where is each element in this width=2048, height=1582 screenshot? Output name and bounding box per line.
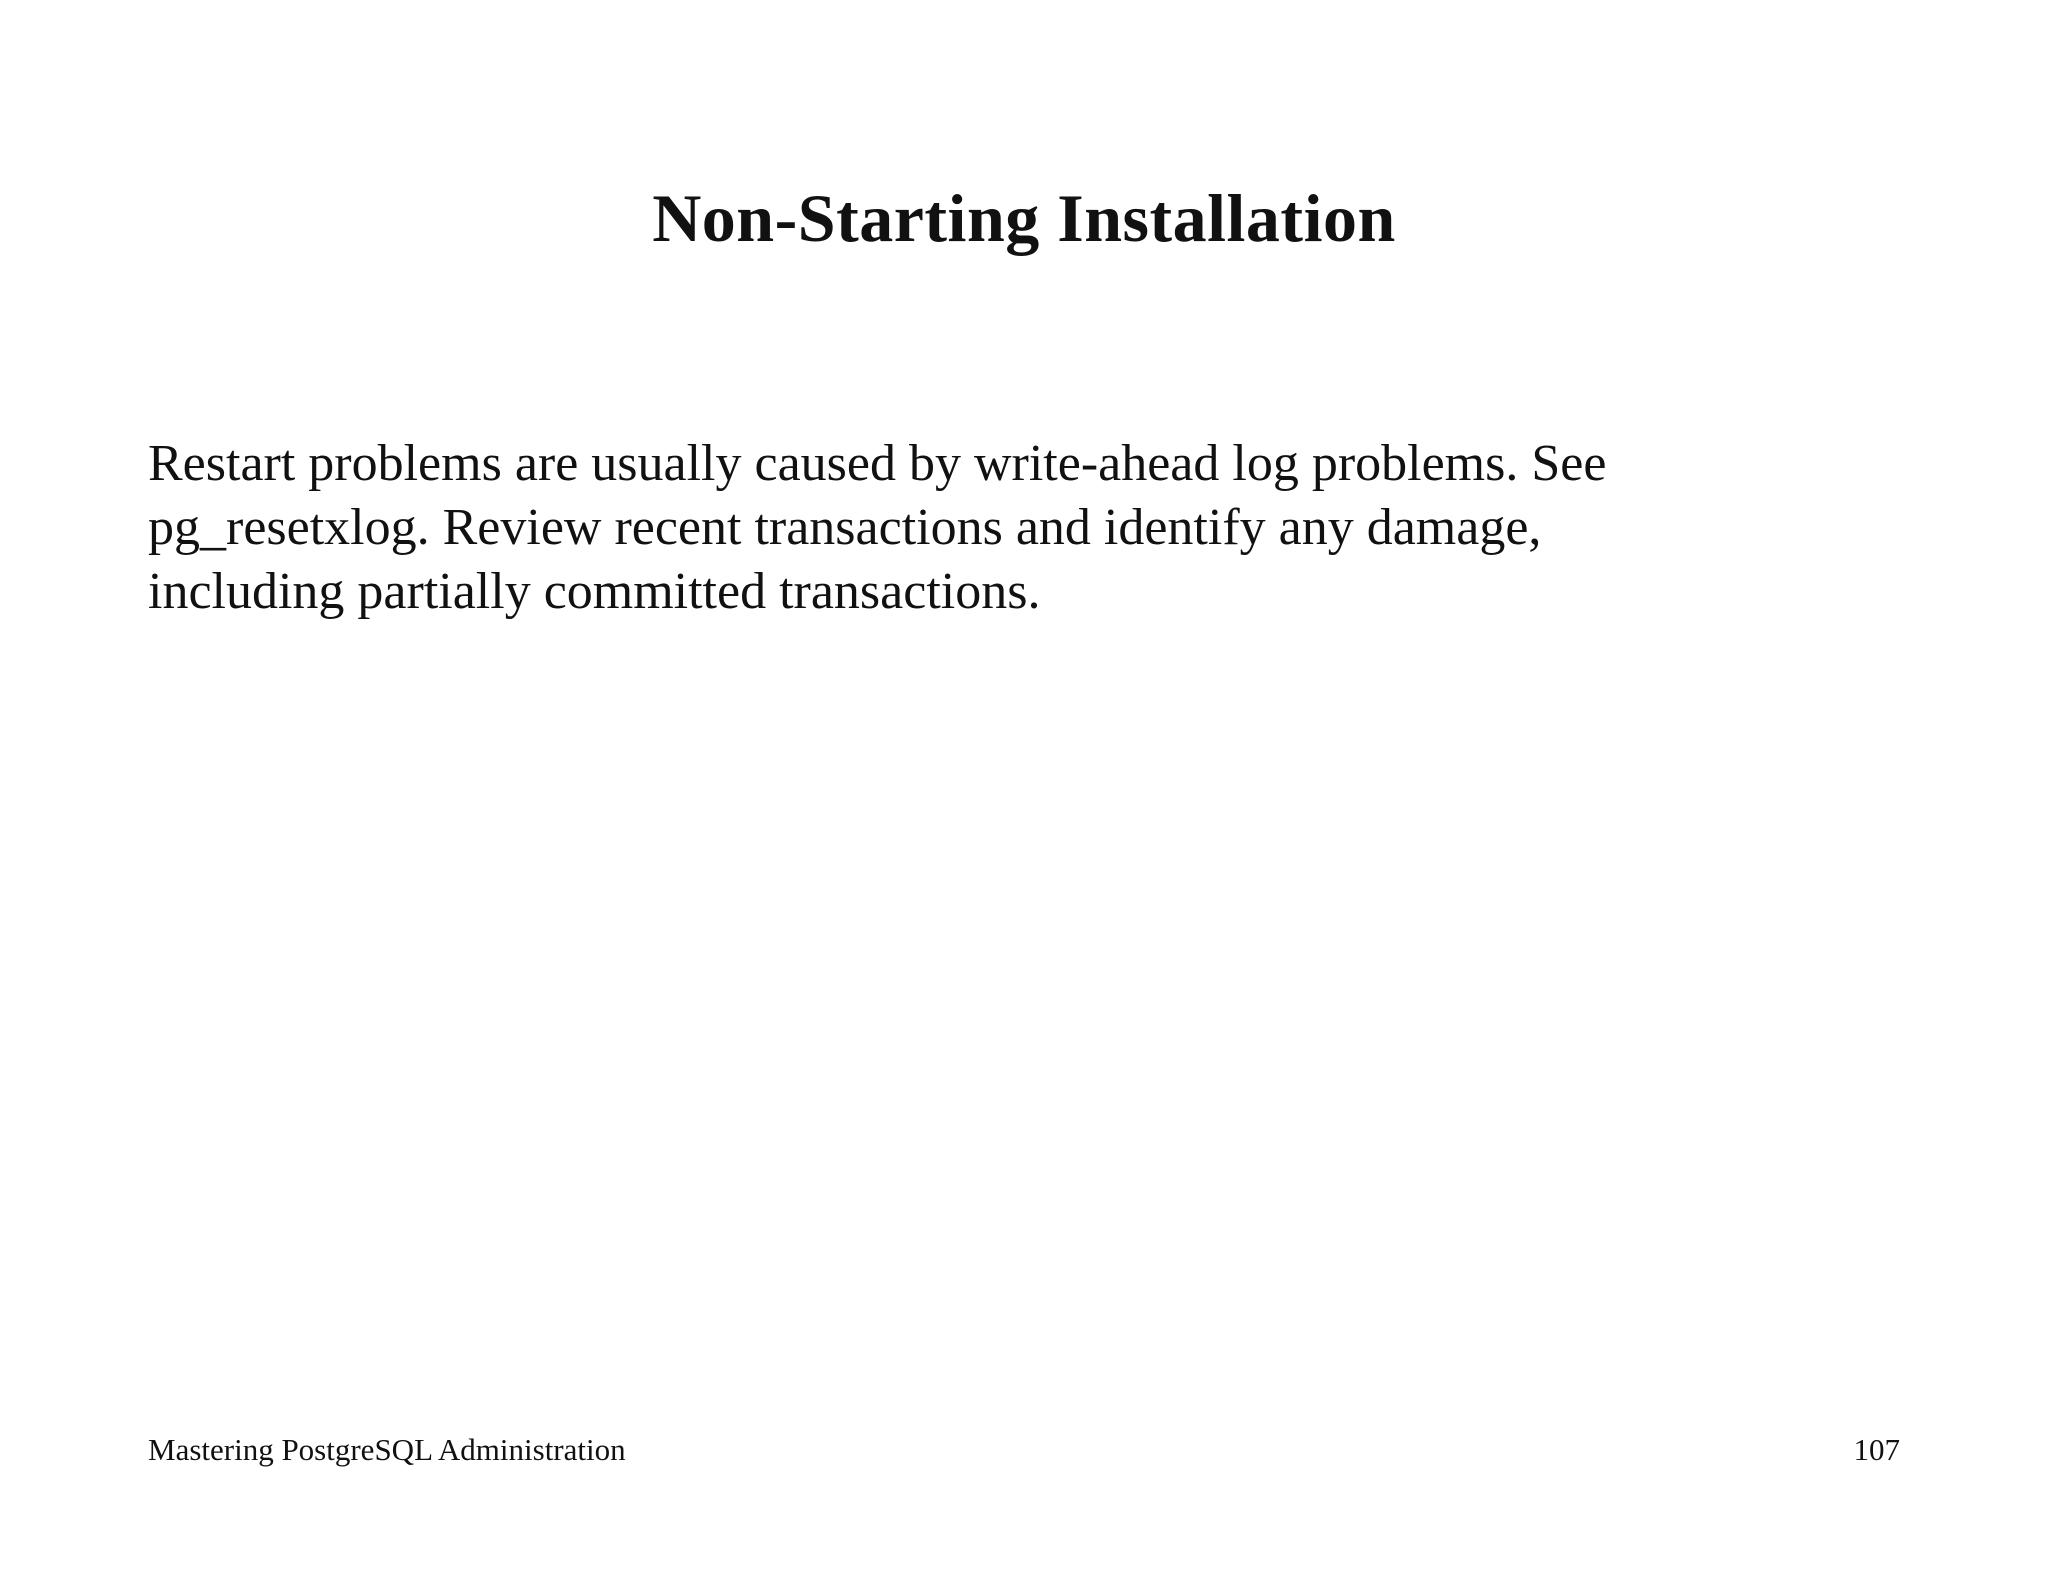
body-line: Restart problems are usually caused by write-ahead log problems. See [148,435,1607,492]
body-paragraph [148,432,1928,624]
page-footer [148,1428,1900,1472]
body-line: including partially committed transactions. [148,563,1041,620]
page-number: 107 [1853,1432,1900,1467]
body-line: pg_resetxlog. Review recent transactions and identify any damage, [148,499,1542,556]
slide-title: Non-Starting Installation [652,180,1396,256]
footer-document-title: Mastering PostgreSQL Administration [148,1432,626,1467]
